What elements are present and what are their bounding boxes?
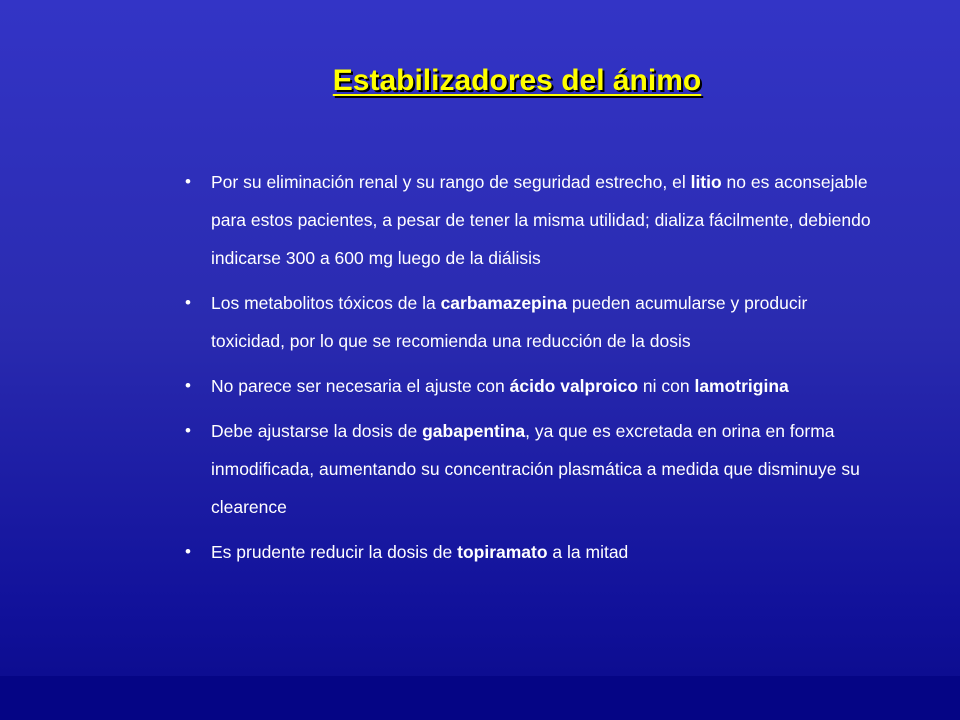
bullet-text: Es prudente reducir la dosis de <box>211 542 458 562</box>
bullet-text: Los metabolitos tóxicos de la <box>211 293 441 313</box>
bullet-marker: • <box>185 421 191 440</box>
bullet-marker: • <box>185 172 191 191</box>
bullet-gabapentina <box>183 412 883 526</box>
bullet-list <box>183 163 883 578</box>
bullet-text: Por su eliminación renal y su rango de seguridad estrecho, el <box>211 172 691 192</box>
bullet-text: No parece ser necesaria el ajuste con <box>211 376 510 396</box>
bullet-carbamazepina <box>183 284 883 360</box>
drug-name-carbamazepina: carbamazepina <box>440 293 568 313</box>
bullet-text: , ya que es excretada en orina en forma inmodificada, aumentando su concentración plasmática a medida que disminuye su clearence <box>211 421 860 517</box>
drug-name-topiramato: topiramato <box>457 542 548 562</box>
slide-title: Estabilizadores del ánimo <box>332 64 702 97</box>
bullet-text: Debe ajustarse la dosis de <box>211 421 423 441</box>
bullet-valproico <box>183 367 883 405</box>
drug-name-gabapentina: gabapentina <box>422 421 526 441</box>
bullet-marker: • <box>185 376 191 395</box>
bullet-litio <box>183 163 883 277</box>
drug-name-lamotrigina: lamotrigina <box>694 376 789 396</box>
bottom-band <box>0 676 960 720</box>
drug-name-acido-valproico: ácido valproico <box>509 376 639 396</box>
bullet-text: pueden acumularse y producir toxicidad, por lo que se recomienda una reducción de la dosis <box>211 293 808 351</box>
bullet-topiramato <box>183 533 883 571</box>
bullet-text: a la mitad <box>547 542 629 562</box>
bullet-marker: • <box>185 293 191 312</box>
bullet-text: ni con <box>638 376 695 396</box>
drug-name-litio: litio <box>690 172 722 192</box>
bullet-text: no es aconsejable para estos pacientes, a pesar de tener la misma utilidad; dializa fácilmente, debiendo indicarse 300 a 600 mg luego de la diálisis <box>211 172 871 268</box>
bullet-marker: • <box>185 542 191 561</box>
